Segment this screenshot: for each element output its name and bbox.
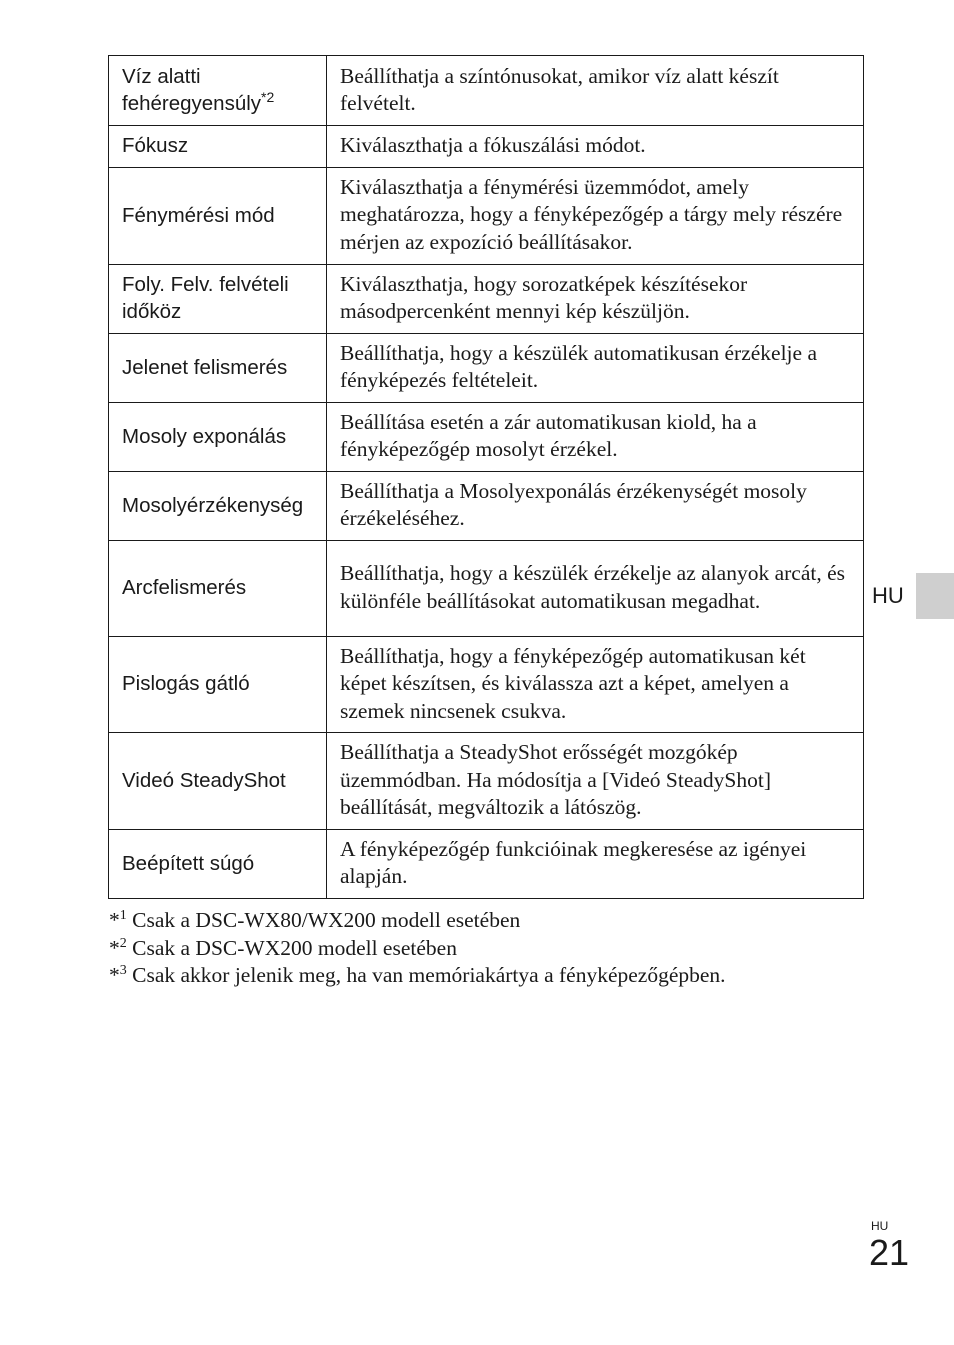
setting-description: Kiválaszthatja, hogy sorozatképek készítésekor másodpercenként mennyi kép készüljön. <box>327 264 864 333</box>
settings-table <box>108 55 864 899</box>
footnote-ref: *2 <box>261 89 275 106</box>
language-tab-label: HU <box>872 583 904 608</box>
table-row <box>109 540 864 636</box>
setting-name: Beépített súgó <box>109 829 327 898</box>
setting-name: Fókusz <box>109 126 327 168</box>
language-tab-marker <box>916 573 954 619</box>
page-language-code: HU <box>871 1219 889 1233</box>
table-row <box>109 126 864 168</box>
setting-name: Videó SteadyShot <box>109 733 327 830</box>
setting-description: Kiválaszthatja a fókuszálási módot. <box>327 126 864 168</box>
table-row <box>109 471 864 540</box>
setting-description: Beállíthatja a SteadyShot erősségét mozgókép üzemmódban. Ha módosítja a [Videó SteadyShot] beállítását, megváltozik a látószög. <box>327 733 864 830</box>
table-row <box>109 636 864 733</box>
table-row <box>109 333 864 402</box>
setting-name: Jelenet felismerés <box>109 333 327 402</box>
setting-description: Beállítása esetén a zár automatikusan kiold, ha a fényképezőgép mosolyt érzékel. <box>327 402 864 471</box>
setting-name: Pislogás gátló <box>109 636 327 733</box>
footnote-text: Csak a DSC-WX80/WX200 modell esetében <box>132 908 521 932</box>
setting-description: Beállíthatja, hogy a fényképezőgép automatikusan két képet készítsen, és kiválassza azt a képet, amelyen a szemek nincsenek csukva. <box>327 636 864 733</box>
footnote-mark: *$^1$ <box>109 907 127 932</box>
table-row <box>109 733 864 830</box>
setting-description: Beállíthatja, hogy a készülék automatikusan érzékelje a fényképezés feltételeit. <box>327 333 864 402</box>
page-number: 21 <box>869 1232 910 1273</box>
footnote-text: Csak akkor jelenik meg, ha van memóriakártya a fényképezőgépben. <box>132 963 726 987</box>
table-row <box>109 402 864 471</box>
table-row <box>109 829 864 898</box>
setting-description: A fényképezőgép funkcióinak megkeresése az igényei alapján. <box>327 829 864 898</box>
setting-description: Beállíthatja a színtónusokat, amikor víz alatt készít felvételt. <box>327 56 864 126</box>
setting-name: Fénymérési mód <box>109 167 327 264</box>
setting-name: Víz alatti fehéregyensúly$^{*2}$ <box>109 56 327 126</box>
footnote-mark: *$^3$ <box>109 962 127 987</box>
setting-name: Mosolyérzékenység <box>109 471 327 540</box>
table-row <box>109 167 864 264</box>
setting-description: Beállíthatja, hogy a készülék érzékelje az alanyok arcát, és különféle beállításokat automatikusan megadhat. <box>327 540 864 636</box>
table-row <box>109 264 864 333</box>
footnote-text: Csak a DSC-WX200 modell esetében <box>132 935 457 960</box>
footnote <box>109 962 726 990</box>
footnote-mark: *$^2$ <box>109 935 127 960</box>
setting-name: Foly. Felv. felvételi időköz <box>109 264 327 333</box>
setting-description: Beállíthatja a Mosolyexponálás érzékenységét mosoly érzékeléséhez. <box>327 471 864 540</box>
setting-name: Arcfelismerés <box>109 540 327 636</box>
footnote <box>109 907 726 935</box>
footnotes <box>109 907 726 990</box>
setting-name: Mosoly exponálás <box>109 402 327 471</box>
footnote <box>109 935 726 963</box>
setting-description: Kiválaszthatja a fénymérési üzemmódot, amely meghatározza, hogy a fényképezőgép a tárgy mely részére mérjen az expozíció beállításakor. <box>327 167 864 264</box>
table-row <box>109 56 864 126</box>
